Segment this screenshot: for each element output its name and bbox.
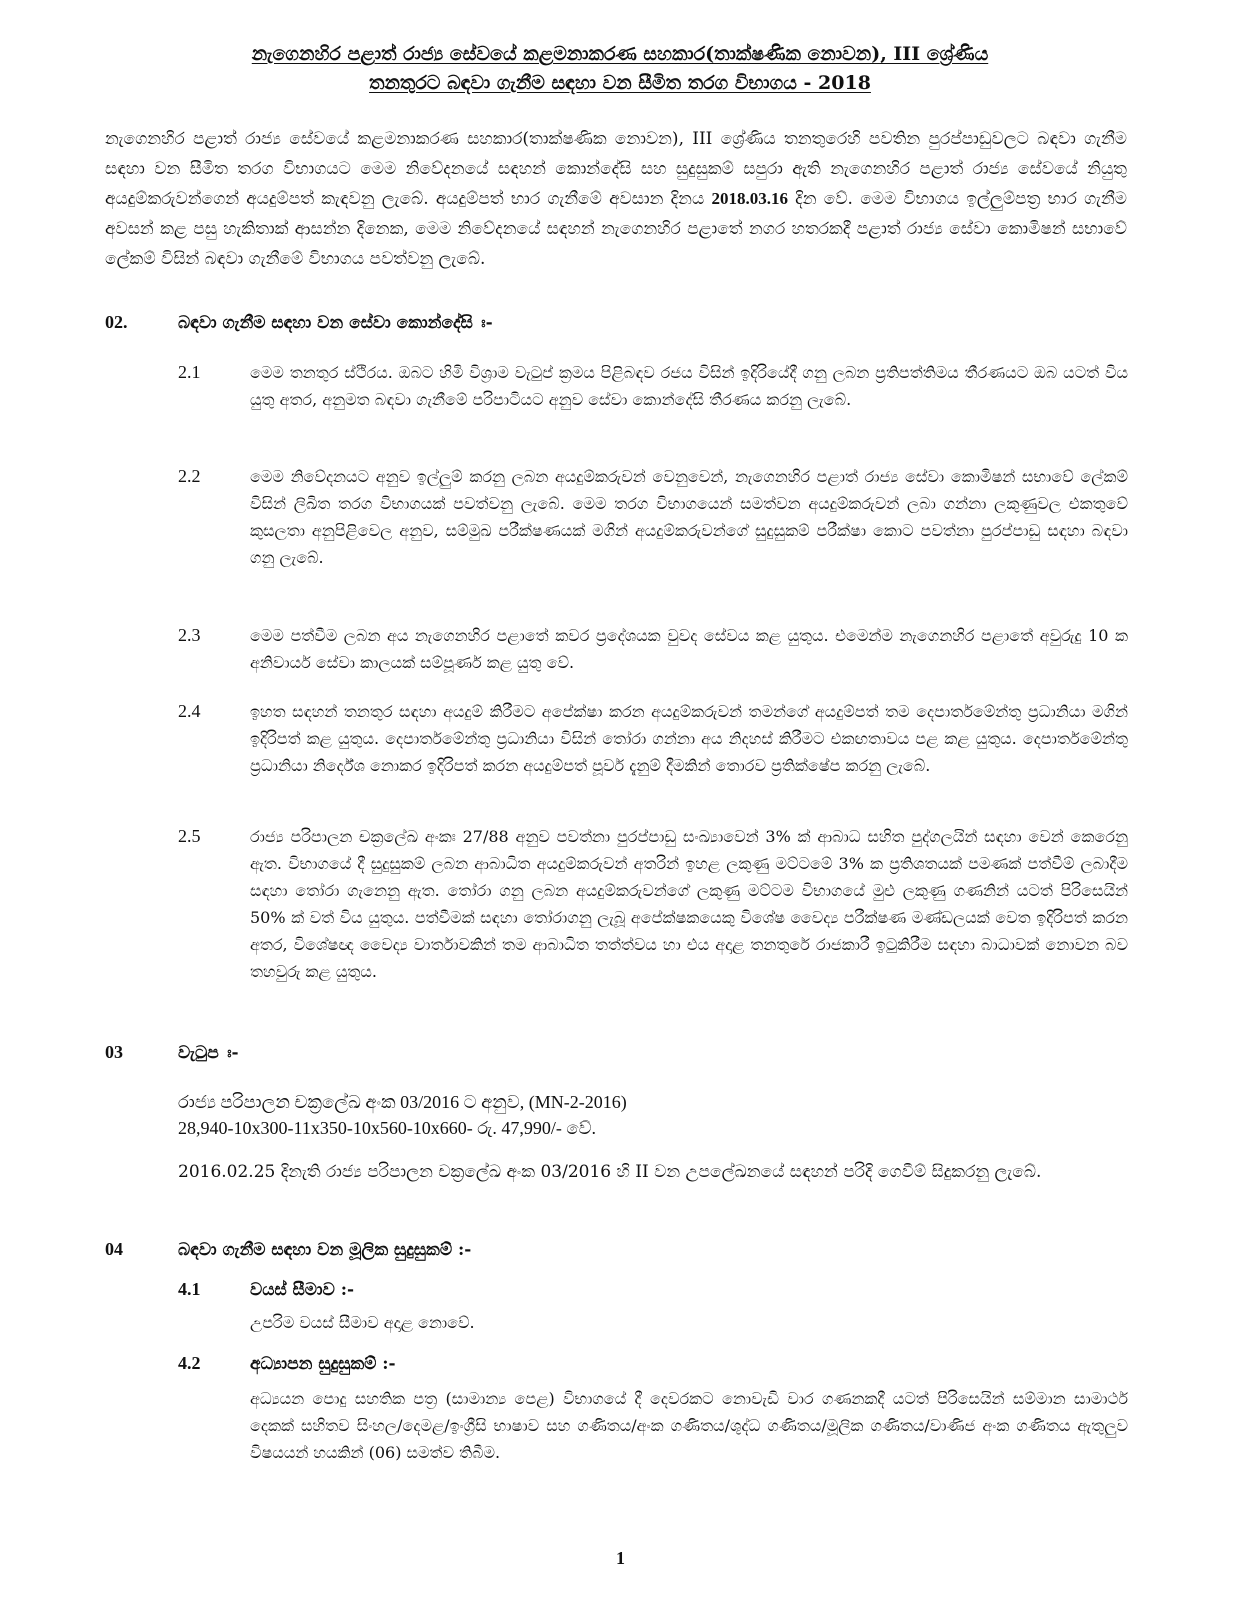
item-2-4-number: 2.4: [178, 701, 201, 721]
item-2-4-text: ඉහත සඳහන් තනතුර සඳහා අයදුම් කිරීමට අපේක්ෂා කරන අයදුම්කරුවන් තමන්ගේ අයදුම්පත් තම දෙපාර්තමේන්තු ප්‍රධානියා මගින් ඉදිරිපත් කළ යුතුය. දෙපාර්තමේන්තු ප්‍රධානියා විසින් තෝරා ගන්නා අය නිදහස් කිරීමට එකඟතාවය පළ කළ යුතුය. දෙපාර්තමේන්තු ප්‍රධානියා නිර්දේශ නොකර ඉදිරිපත් කරන අයදුම්පත් පූර්ව දැනුම් දීමකින් තොරව ප්‍රතික්ෂේප කරනු ලැබේ.: [250, 702, 1128, 775]
item-4-2-number: 4.2: [178, 1353, 201, 1373]
intro-text-b: දින වේ. මෙම විභාගය ඉල්ලුම්පත්‍ර භාර ගැනීම අවසන් කළ පසු හැකිතාක් ආසන්න දිනෙක, මෙම නිවේදනයේ සඳහන් නැගෙනහිර පළාතේ නගර හතරකදී පළාත් රාජ්‍ය සේවා කොමිෂන් සභාවේ ලේකම් විසින් බඳවා ගැනීමේ විභාගය පවත්වනු ලැබේ.: [105, 189, 1128, 269]
item-2-2-text: මෙම නිවේදනයට අනුව ඉල්ලුම් කරනු ලබන අයදුම්කරුවන් වෙනුවෙන්, නැගෙනහිර පළාත් රාජ්‍ය සේවා කොමිෂන් සභාවේ ලේකම් විසින් ලිඛිත තරග විභාගයක් පවත්වනු ලැබේ. මෙම තරග විභාගයෙන් සමත්වන අයදුම්කරුවන් ලබා ගන්නා ලකුණුවල එකතුවේ කුසලතා අනුපිළිවෙල අනුව, සම්මුඛ පරීක්ෂණයක් මගින් අයදුම්කරුවන්ගේ සුදුසුකම් පරීක්ෂා කොට පවත්නා පුරප්පාඩු සඳහා බඳවා ගනු ලැබේ.: [250, 467, 1128, 567]
intro-text-a: නැගෙනහිර පළාත් රාජ්‍ය සේවයේ කළමනාකරණ සහකාර(තාක්ෂණික නොවන), III ශ්‍රේණිය තනතුරෙහි පවතින පුරප්පාඩුවලට බඳවා ගැනීම සඳහා වන සීමිත තරග විභාගයට මෙම නිවේදනයේ සඳහන් කොන්දේසි සහ සුදුසුකම් සපුරා ඇති නැගෙනහිර පළාත් රාජ්‍ය සේවයේ නියුතු අයදුම්කරුවන්ගෙන් අයදුම්පත් කැඳවනු ලැබේ. අයදුම්පත් භාර ගැනීමේ අවසාන දිනය: [105, 129, 1127, 209]
section-03-number: 03: [105, 1042, 123, 1062]
salary-circular-line: රාජ්‍ය පරිපාලන චක්‍රලේඛ අංක 03/2016 ට අනුව, (MN-2-2016): [178, 1092, 627, 1112]
item-4-2-text: අධ්‍යයන පොදු සහතික පත්‍ර (සාමාන්‍ය පෙළ) විභාගයේ දී දෙවරකට නොවැඩි වාර ගණනකදී යටත් පිරිසෙයින් සම්මාන සාමාර්ථ දෙකක් සහිතව සිංහල/දෙමළ/ඉංග්‍රීසි භාෂාව සහ ගණිතය/අංක ගණිතය/ශුද්ධ ගණිතය/මූලික ගණිතය/වාණිජ අංක ගණිතය ඇතුලුව විෂයයන් හයකින් (06) සමත්ව තිබීම.: [250, 1389, 1128, 1462]
item-2-3-text: මෙම පත්වීම ලබන අය නැගෙනහිර පළාතේ කවර ප්‍රදේශයක වුවද සේවය කළ යුතුය. එමෙන්ම නැගෙනහිර පළාතේ අවුරුදු 10 ක අනිවාර්ය සේවා කාලයක් සම්පූර්ණ කළ යුතු වේ.: [250, 626, 1128, 672]
item-2-5-number: 2.5: [178, 826, 201, 846]
document-title-line2: තනතුරට බඳවා ගැනීම සඳහා වන සීමිත තරග විභාගය - 2018: [369, 72, 871, 94]
salary-scale-line: 28,940-10x300-11x350-10x560-10x660- රු. 47,990/- වේ.: [178, 1118, 597, 1138]
item-4-1-title: වයස් සීමාව :-: [250, 1280, 355, 1300]
section-04-number: 04: [105, 1239, 123, 1259]
item-2-3-number: 2.3: [178, 625, 201, 645]
item-4-2-title: අධ්‍යාපන සුදුසුකම් :-: [250, 1354, 396, 1374]
page-number: 1: [616, 1548, 625, 1568]
item-2-1-number: 2.1: [178, 362, 201, 382]
section-03-title: වැටුප ඃ-: [178, 1043, 239, 1063]
section-04-title: බඳවා ගැනීම සඳහා වන මූලික සුදුසුකම් :-: [178, 1240, 472, 1260]
item-4-1-number: 4.1: [178, 1279, 201, 1299]
section-02-title: බඳවා ගැනීම සඳහා වන සේවා කොන්දේසි ඃ-: [178, 313, 493, 333]
item-2-5-text: රාජ්‍ය පරිපාලන චක්‍රලේඛ අංකඃ 27/88 අනුව පවත්නා පුරප්පාඩු සංඛ්‍යාවෙන් 3% ක් ආබාධ සහිත පුද්ගලයින් සඳහා වෙන් කෙරෙනු ඇත. විභාගයේ දී සුදුසුකම් ලබන ආබාධිත අයදුම්කරුවන් අතරින් ඉහළ ලකුණු මට්ටමේ 3% ක ප්‍රතිශතයක් පමණක් පත්වීම් ලබාදීම සඳහා තෝරා ගැනෙනු ඇත. තෝරා ගනු ලබන අයදුම්කරුවන්ගේ ලකුණු මට්ටම විභාගයේ මුළු ලකුණු ගණනින් යටත් පිරිසෙයින් 50% ක් වත් විය යුතුය. පත්වීමක් සඳහා තෝරාගනු ලැබූ අපේක්ෂකයෙකු විශේෂ වෛද්‍ය පරීක්ෂණ මණ්ඩලයක් වෙත ඉදිරිපත් කරන අතර, විශේෂඥ වෛද්‍ය වාර්තාවකින් තම ආබාධිත තත්ත්වය හා එය අදාළ තනතුරේ රාජකාරී ඉටුකිරීම සඳහා බාධාවක් නොවන බව තහවුරු කළ යුතුය.: [250, 827, 1128, 981]
intro-paragraph: [105, 124, 1127, 274]
item-2-2-number: 2.2: [178, 466, 201, 486]
item-4-1-text: උපරිම වයස් සීමාව අදාළ නොවේ.: [250, 1313, 475, 1332]
closing-date: 2018.03.16: [711, 189, 788, 208]
document-title-line1: නැගෙනහිර පළාත් රාජ්‍ය සේවයේ කළමනාකරණ සහකාර(තාක්ෂණික නොවන), III ශ්‍රේණිය: [251, 43, 989, 65]
section-02-number: 02.: [105, 312, 128, 332]
item-2-1-text: මෙම තනතුර ස්ථිරය. ඔබට හිමි විශ්‍රාම වැටුප් ක්‍රමය පිළිබඳව රජය විසින් ඉදිරියේදී ගනු ලබන ප්‍රතිපත්තිමය තීරණයට ඔබ යටත් විය යුතු අතර, අනුමත බඳවා ගැනීමේ පරිපාටියට අනුව සේවා කොන්දේසි තීරණය කරනු ලැබේ.: [250, 363, 1128, 409]
salary-note: 2016.02.25 දිනැති රාජ්‍ය පරිපාලන චක්‍රලේඛ අංක 03/2016 හි II වන උපලේඛනයේ සඳහන් පරිදි ගෙවීම් සිදුකරනු ලැබේ.: [178, 1162, 1042, 1182]
